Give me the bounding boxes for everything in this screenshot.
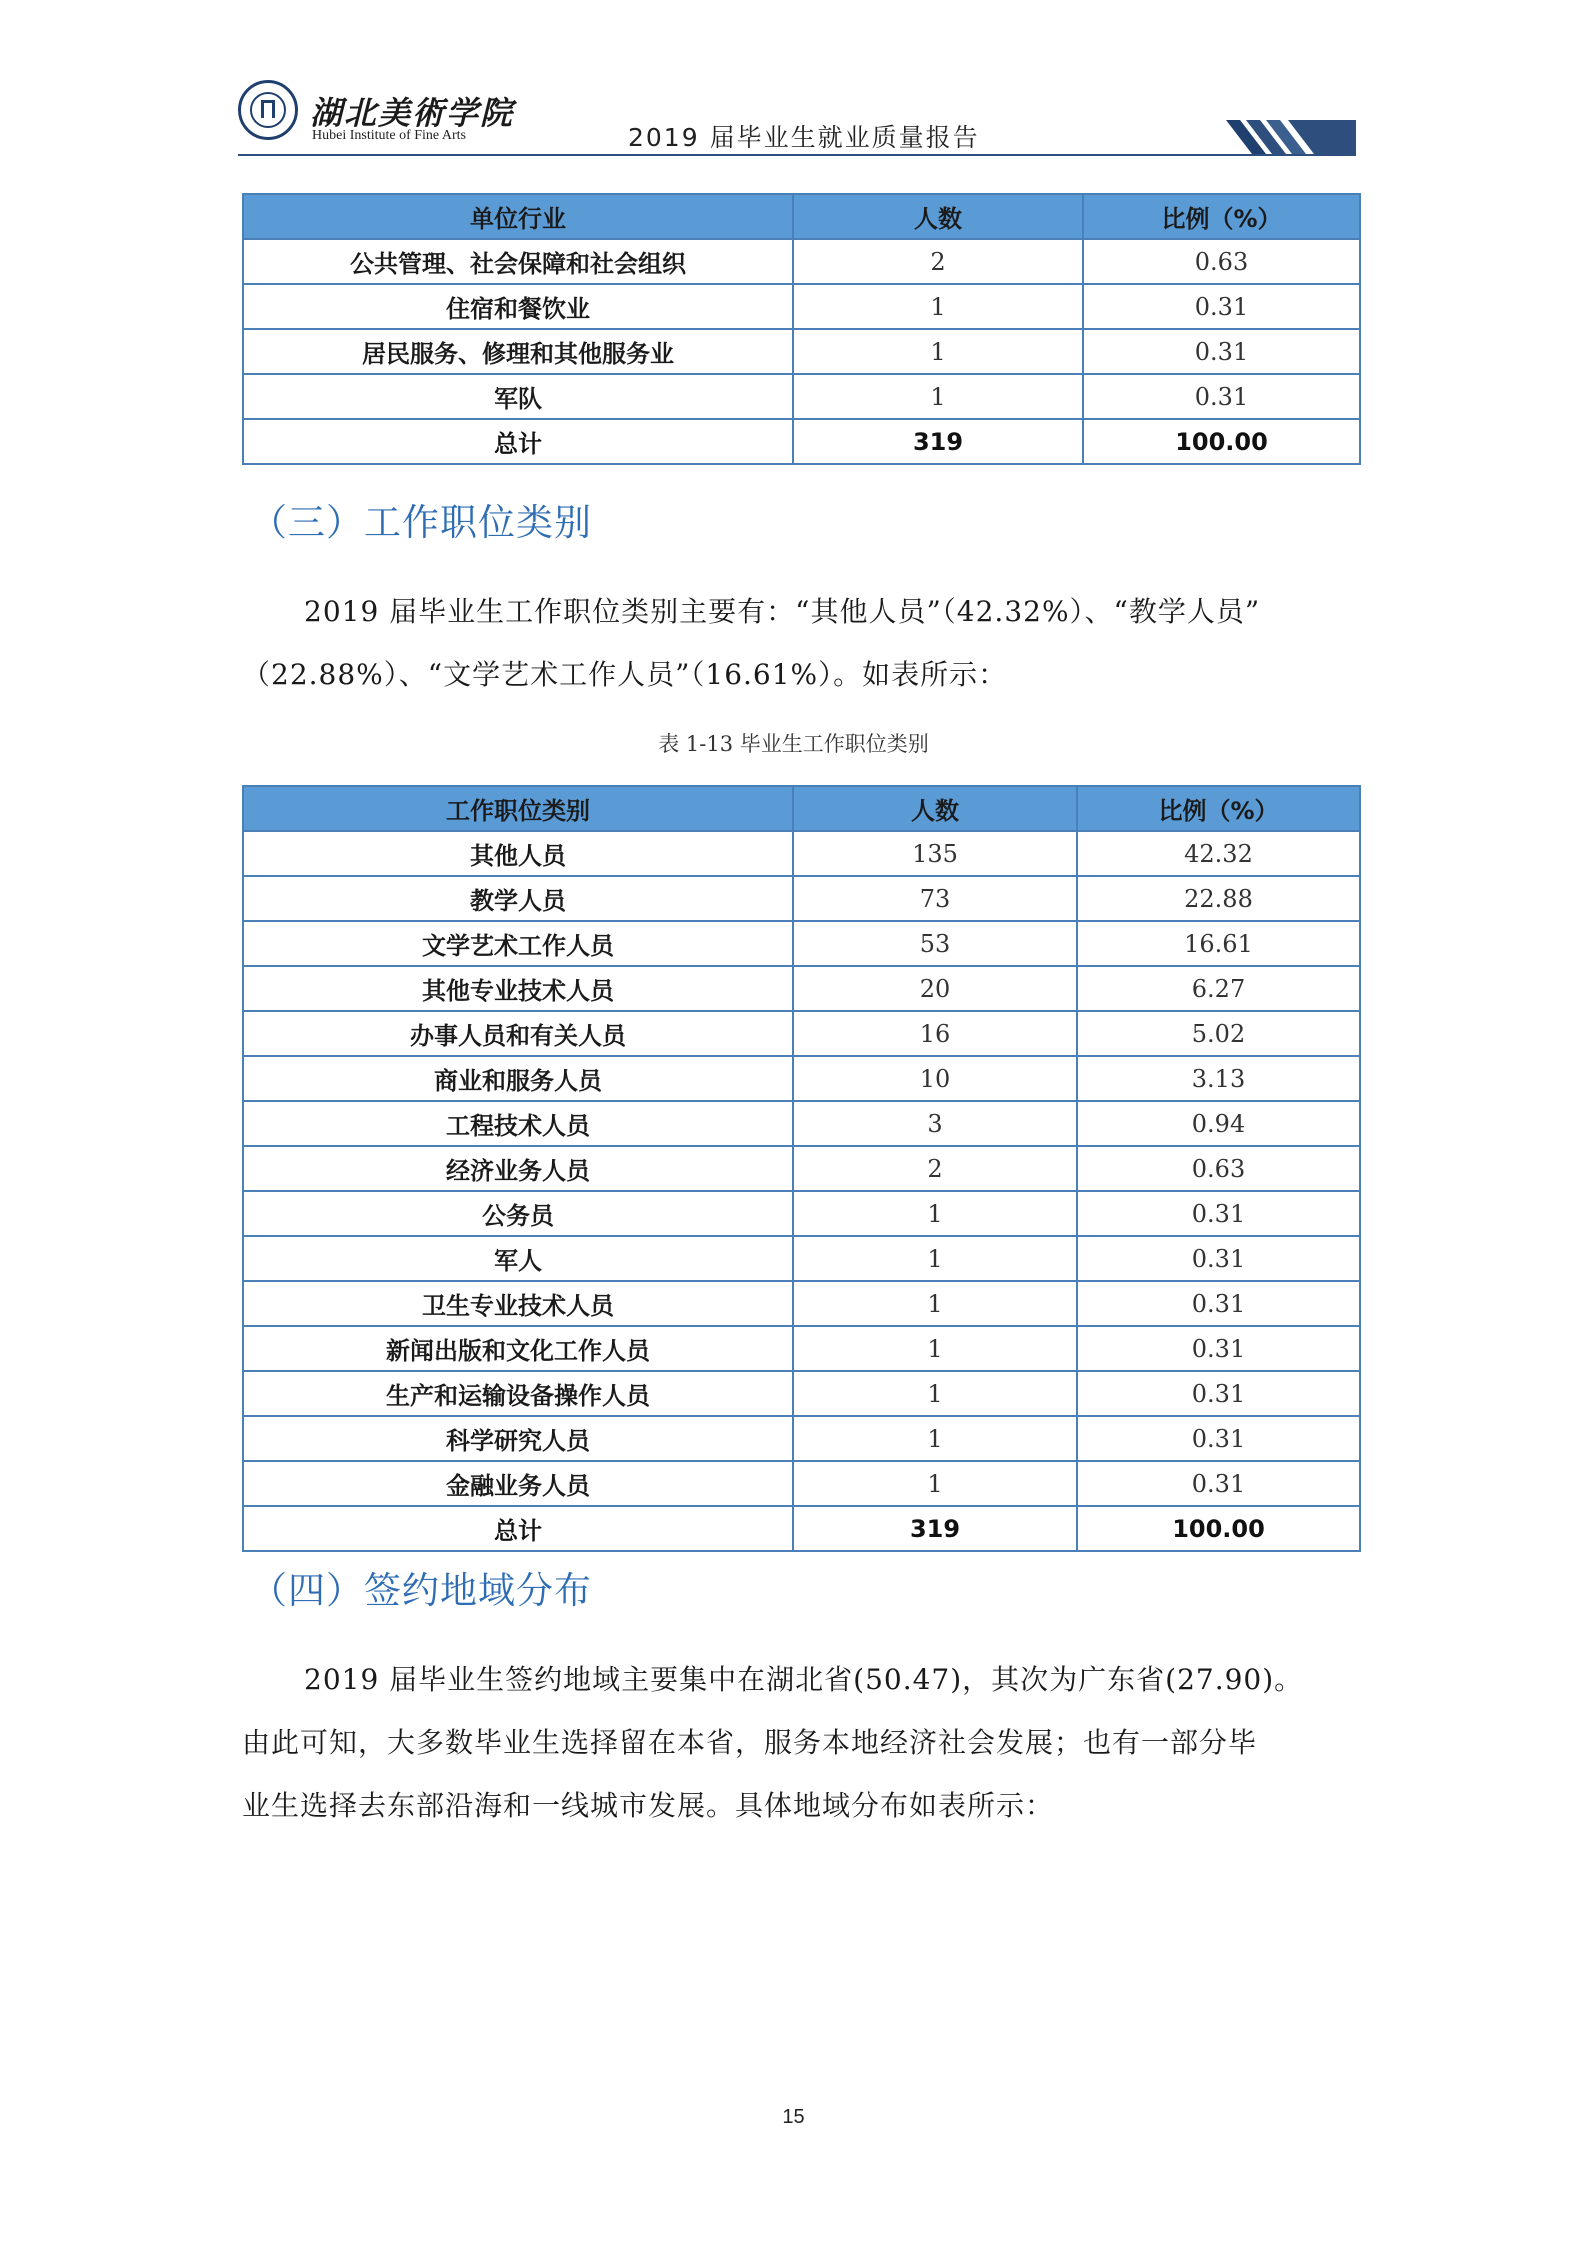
table-row	[243, 831, 1360, 876]
count-cell: 1	[793, 1326, 1077, 1371]
position-name-cell: 其他人员	[243, 831, 793, 876]
count-cell: 10	[793, 1056, 1077, 1101]
paragraph-line: 2019 届毕业生工作职位类别主要有：“其他人员”（42.32%）、“教学人员”	[304, 595, 1261, 628]
table-row	[243, 966, 1360, 1011]
column-header: 人数	[793, 786, 1077, 831]
count-cell: 135	[793, 831, 1077, 876]
table-row	[243, 1281, 1360, 1326]
table-row	[243, 239, 1360, 284]
paragraph-line: 2019 届毕业生签约地域主要集中在湖北省(50.47)，其次为广东省(27.90)。	[304, 1663, 1304, 1696]
section-paragraph	[242, 1648, 1359, 1837]
column-header: 单位行业	[243, 194, 793, 239]
percent-cell: 3.13	[1077, 1056, 1360, 1101]
position-name-cell: 科学研究人员	[243, 1416, 793, 1461]
count-cell: 1	[793, 284, 1083, 329]
column-header: 比例（%）	[1077, 786, 1360, 831]
paragraph-line: 由此可知，大多数毕业生选择留在本省，服务本地经济社会发展；也有一部分毕	[242, 1726, 1258, 1759]
table-row	[243, 876, 1360, 921]
percent-cell: 0.31	[1077, 1461, 1360, 1506]
table-header-row	[243, 786, 1360, 831]
industry-name-cell: 公共管理、社会保障和社会组织	[243, 239, 793, 284]
table-caption: 表 1-13 毕业生工作职位类别	[658, 732, 929, 756]
percent-cell: 0.31	[1077, 1416, 1360, 1461]
percent-cell: 5.02	[1077, 1011, 1360, 1056]
percent-cell: 0.31	[1077, 1371, 1360, 1416]
count-cell: 1	[793, 1416, 1077, 1461]
table-row	[243, 1011, 1360, 1056]
percent-cell: 0.31	[1077, 1281, 1360, 1326]
table-row	[243, 1056, 1360, 1101]
table-row	[243, 1146, 1360, 1191]
percent-cell: 0.31	[1083, 284, 1360, 329]
percent-cell: 22.88	[1077, 876, 1360, 921]
count-cell: 20	[793, 966, 1077, 1011]
school-name-cn: 湖北美術学院	[310, 94, 515, 132]
position-name-cell: 经济业务人员	[243, 1146, 793, 1191]
total-percent-cell: 100.00	[1077, 1506, 1360, 1551]
percent-cell: 0.31	[1083, 329, 1360, 374]
table-row	[243, 1191, 1360, 1236]
table-total-row	[243, 1506, 1360, 1551]
column-header: 比例（%）	[1083, 194, 1360, 239]
position-name-cell: 卫生专业技术人员	[243, 1281, 793, 1326]
percent-cell: 6.27	[1077, 966, 1360, 1011]
count-cell: 1	[793, 1191, 1077, 1236]
section-heading: （三）工作职位类别	[250, 501, 592, 544]
header-rule	[238, 154, 1356, 156]
position-name-cell: 金融业务人员	[243, 1461, 793, 1506]
table-row	[243, 921, 1360, 966]
percent-cell: 0.94	[1077, 1101, 1360, 1146]
position-name-cell: 商业和服务人员	[243, 1056, 793, 1101]
count-cell: 3	[793, 1101, 1077, 1146]
table-row	[243, 284, 1360, 329]
table-header-row	[243, 194, 1360, 239]
position-name-cell: 工程技术人员	[243, 1101, 793, 1146]
total-count-cell: 319	[793, 1506, 1077, 1551]
position-name-cell: 办事人员和有关人员	[243, 1011, 793, 1056]
position-name-cell: 生产和运输设备操作人员	[243, 1371, 793, 1416]
count-cell: 1	[793, 1371, 1077, 1416]
table-row	[243, 329, 1360, 374]
percent-cell: 0.63	[1083, 239, 1360, 284]
industry-name-cell: 军队	[243, 374, 793, 419]
paragraph-line: 业生选择去东部沿海和一线城市发展。具体地域分布如表所示：	[242, 1789, 1055, 1822]
position-name-cell: 军人	[243, 1236, 793, 1281]
table-total-row	[243, 419, 1360, 464]
column-header: 工作职位类别	[243, 786, 793, 831]
positions-table	[242, 785, 1361, 1552]
table-row	[243, 1371, 1360, 1416]
total-label-cell: 总计	[243, 419, 793, 464]
position-name-cell: 公务员	[243, 1191, 793, 1236]
page-number: 15	[782, 2106, 805, 2128]
count-cell: 1	[793, 1461, 1077, 1506]
total-count-cell: 319	[793, 419, 1083, 464]
count-cell: 2	[793, 239, 1083, 284]
table-row	[243, 1101, 1360, 1146]
count-cell: 16	[793, 1011, 1077, 1056]
section-paragraph	[242, 580, 1359, 706]
table-row	[243, 1236, 1360, 1281]
table-row	[243, 1416, 1360, 1461]
count-cell: 1	[793, 1281, 1077, 1326]
paragraph-line: （22.88%）、“文学艺术工作人员”（16.61%）。如表所示：	[242, 658, 1008, 691]
total-percent-cell: 100.00	[1083, 419, 1360, 464]
school-logo	[238, 80, 298, 140]
total-label-cell: 总计	[243, 1506, 793, 1551]
position-name-cell: 教学人员	[243, 876, 793, 921]
table-row	[243, 374, 1360, 419]
table-row	[243, 1326, 1360, 1371]
count-cell: 1	[793, 374, 1083, 419]
percent-cell: 42.32	[1077, 831, 1360, 876]
report-title: 2019 届毕业生就业质量报告	[628, 123, 980, 152]
school-name-en: Hubei Institute of Fine Arts	[312, 128, 466, 143]
position-name-cell: 文学艺术工作人员	[243, 921, 793, 966]
table-row	[243, 1461, 1360, 1506]
position-name-cell: 其他专业技术人员	[243, 966, 793, 1011]
percent-cell: 0.31	[1077, 1326, 1360, 1371]
count-cell: 1	[793, 329, 1083, 374]
count-cell: 53	[793, 921, 1077, 966]
industry-name-cell: 居民服务、修理和其他服务业	[243, 329, 793, 374]
count-cell: 73	[793, 876, 1077, 921]
industry-table	[242, 193, 1361, 465]
percent-cell: 0.31	[1077, 1191, 1360, 1236]
position-name-cell: 新闻出版和文化工作人员	[243, 1326, 793, 1371]
industry-name-cell: 住宿和餐饮业	[243, 284, 793, 329]
percent-cell: 0.31	[1077, 1236, 1360, 1281]
percent-cell: 0.31	[1083, 374, 1360, 419]
count-cell: 1	[793, 1236, 1077, 1281]
percent-cell: 0.63	[1077, 1146, 1360, 1191]
count-cell: 2	[793, 1146, 1077, 1191]
header-stripes-decoration	[1226, 120, 1356, 154]
section-heading: （四）签约地域分布	[250, 1569, 592, 1612]
percent-cell: 16.61	[1077, 921, 1360, 966]
page-header	[238, 72, 1356, 162]
column-header: 人数	[793, 194, 1083, 239]
